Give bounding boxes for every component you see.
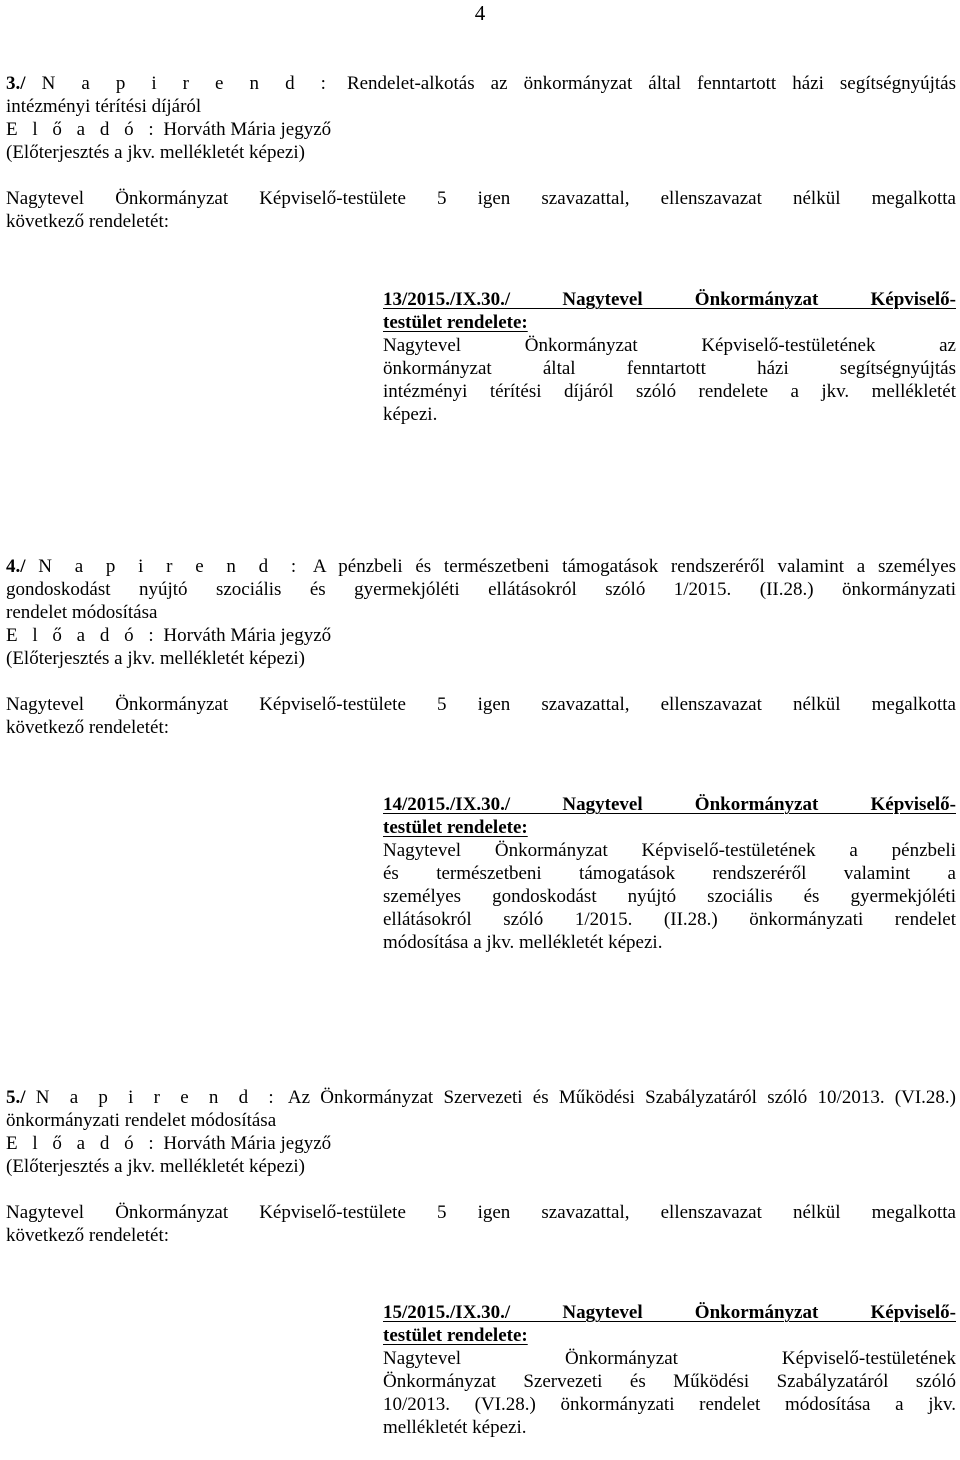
vote-line: Nagytevel Önkormányzat Képviselő-testülete 5 igen szavazattal, ellenszavazat nélkül megalkotta	[6, 1202, 956, 1223]
agenda-title-line: intézményi térítési díjáról	[6, 96, 202, 117]
decree-15-2015	[383, 1301, 956, 1439]
presenter-label: E l ő a d ó :	[6, 119, 159, 140]
presenter-label: E l ő a d ó :	[6, 625, 159, 646]
agenda-title-line	[6, 1086, 956, 1109]
agenda-number: 5./	[6, 1087, 26, 1108]
decree-body-line: Nagytevel Önkormányzat Képviselő-testületének	[383, 1348, 956, 1369]
decree-13-2015	[383, 288, 956, 426]
attachment-note: (Előterjesztés a jkv. mellékletét képezi)	[6, 142, 305, 163]
presenter-name: Horváth Mária jegyző	[163, 625, 332, 646]
vote-line: következő rendeletét:	[6, 717, 170, 738]
decree-body-line: képezi.	[383, 404, 438, 425]
agenda-title-line	[6, 72, 956, 95]
decree-body-line: és természetbeni támogatások rendszeréről valamint a	[383, 863, 956, 884]
decree-body-line: mellékletét képezi.	[383, 1417, 527, 1438]
decree-head-line: 15/2015./IX.30./ Nagytevel Önkormányzat Képviselő-	[383, 1302, 956, 1323]
presenter-line	[6, 624, 956, 647]
decree-head-line: testület rendelete:	[383, 1325, 528, 1346]
decree-body-line: személyes gondoskodást nyújtó szociális és gyermekjóléti	[383, 886, 956, 907]
decree-body-line: önkormányzat által fenntartott házi segítségnyújtás	[383, 358, 956, 379]
presenter-name: Horváth Mária jegyző	[163, 119, 332, 140]
napirend-label: N a p i r e n d :	[35, 1087, 279, 1108]
agenda-number: 3./	[6, 73, 26, 94]
agenda-item-4	[6, 555, 956, 739]
agenda-item-5	[6, 1086, 956, 1247]
decree-body-line: Nagytevel Önkormányzat Képviselő-testületének az	[383, 335, 956, 356]
attachment-note: (Előterjesztés a jkv. mellékletét képezi)	[6, 1156, 305, 1177]
decree-head-line: testület rendelete:	[383, 817, 528, 838]
agenda-title-text: Rendelet-alkotás az önkormányzat által fenntartott házi segítségnyújtás	[346, 73, 956, 94]
decree-body-line: Nagytevel Önkormányzat Képviselő-testületének a pénzbeli	[383, 840, 956, 861]
napirend-label: N a p i r e n d :	[38, 556, 302, 577]
agenda-title-line: rendelet módosítása	[6, 602, 158, 623]
decree-body-line: módosítása a jkv. mellékletét képezi.	[383, 932, 663, 953]
presenter-label: E l ő a d ó :	[6, 1133, 159, 1154]
decree-body-line: Önkormányzat Szervezeti és Működési Szabályzatáról szóló	[383, 1371, 956, 1392]
presenter-name: Horváth Mária jegyző	[163, 1133, 332, 1154]
presenter-line	[6, 1132, 956, 1155]
agenda-title-text: A pénzbeli és természetbeni támogatások rendszeréről valamint a személyes	[312, 556, 957, 577]
decree-head-line: testület rendelete:	[383, 312, 528, 333]
agenda-title-line: önkormányzati rendelet módosítása	[6, 1110, 277, 1131]
agenda-number: 4./	[6, 556, 26, 577]
agenda-item-3	[6, 72, 956, 233]
vote-line: következő rendeletét:	[6, 1225, 170, 1246]
vote-line: Nagytevel Önkormányzat Képviselő-testülete 5 igen szavazattal, ellenszavazat nélkül megalkotta	[6, 188, 956, 209]
decree-14-2015	[383, 793, 956, 954]
decree-head-line: 14/2015./IX.30./ Nagytevel Önkormányzat Képviselő-	[383, 794, 956, 815]
vote-line: következő rendeletét:	[6, 211, 170, 232]
vote-line: Nagytevel Önkormányzat Képviselő-testülete 5 igen szavazattal, ellenszavazat nélkül megalkotta	[6, 694, 956, 715]
page-number: 4	[474, 1, 486, 25]
agenda-title-line: gondoskodást nyújtó szociális és gyermekjóléti ellátásokról szóló 1/2015. (II.28.) önkormányzati	[6, 579, 956, 600]
decree-body-line: intézményi térítési díjáról szóló rendelete a jkv. mellékletét	[383, 381, 956, 402]
presenter-line	[6, 118, 956, 141]
decree-body-line: ellátásokról szóló 1/2015. (II.28.) önkormányzati rendelet	[383, 909, 956, 930]
napirend-label: N a p i r e n d :	[41, 73, 331, 94]
decree-head-line: 13/2015./IX.30./ Nagytevel Önkormányzat Képviselő-	[383, 289, 956, 310]
agenda-title-line	[6, 555, 956, 578]
attachment-note: (Előterjesztés a jkv. mellékletét képezi)	[6, 648, 305, 669]
decree-body-line: 10/2013. (VI.28.) önkormányzati rendelet módosítása a jkv.	[383, 1394, 956, 1415]
agenda-title-text: Az Önkormányzat Szervezeti és Működési Szabályzatáról szóló 10/2013. (VI.28.)	[287, 1087, 957, 1108]
